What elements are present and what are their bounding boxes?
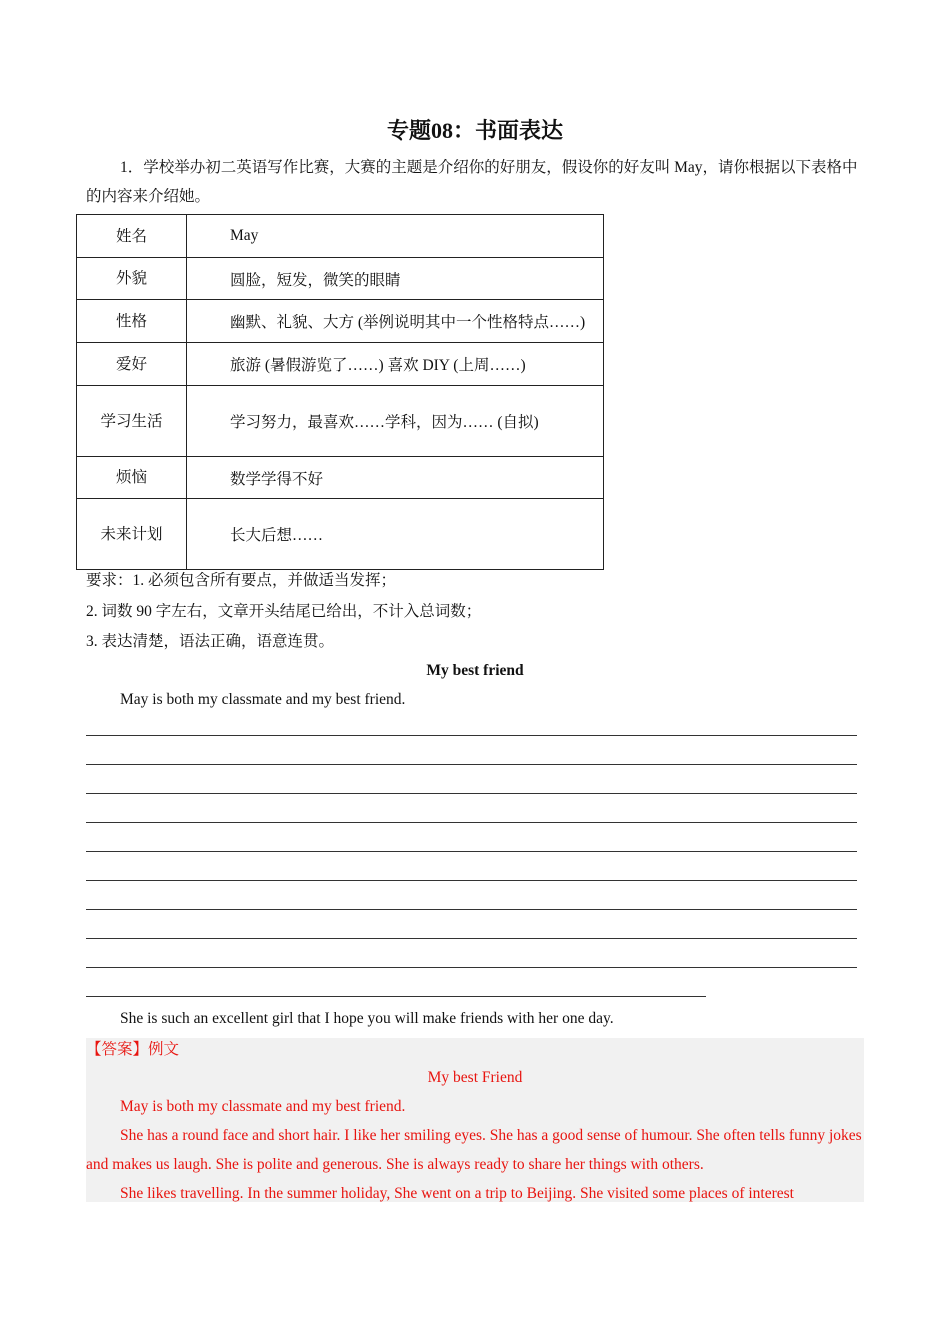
answer-paragraph-2: She has a round face and short hair. I like her smiling eyes. She has a good sense of humour. She often tells funny jokes and makes us laugh. She is polite and generous. She is always ready to share her things with others. (86, 1127, 862, 1173)
answer-paragraph-1: May is both my classmate and my best friend. (120, 1098, 406, 1115)
table-row (77, 258, 604, 300)
table-value: 长大后想…… (187, 499, 604, 570)
requirement-2: 2. 词数 90 字左右，文章开头结尾已给出，不计入总词数； (86, 603, 482, 620)
requirement-1: 要求：1. 必须包含所有要点，并做适当发挥； (86, 572, 397, 589)
table-key: 外貌 (77, 258, 187, 300)
writing-line[interactable] (86, 851, 857, 852)
table-value: 圆脸，短发，微笑的眼睛 (187, 258, 604, 300)
writing-line[interactable] (86, 735, 857, 736)
writing-line[interactable] (86, 967, 857, 968)
question-text: 1．学校举办初二英语写作比赛，大赛的主题是介绍你的好朋友，假设你的好友叫 May，请你根据以下表格中的内容来介绍她。 (86, 159, 858, 205)
table-row (77, 215, 604, 258)
table-value: 数学学得不好 (187, 457, 604, 499)
table-value: May (187, 215, 604, 258)
table-value: 旅游 (暑假游览了……) 喜欢 DIY (上周……) (187, 343, 604, 386)
table-row (77, 386, 604, 457)
table-key: 未来计划 (77, 499, 187, 570)
table-key: 姓名 (77, 215, 187, 258)
answer-paragraph-3: She likes travelling. In the summer holiday, She went on a trip to Beijing. She visited some places of interest (120, 1185, 794, 1202)
info-table (76, 214, 604, 570)
table-row (77, 343, 604, 386)
table-row (77, 499, 604, 570)
table-row (77, 457, 604, 499)
table-value: 学习努力，最喜欢……学科，因为…… (自拟) (187, 386, 604, 457)
table-row (77, 300, 604, 343)
table-value: 幽默、礼貌、大方 (举例说明其中一个性格特点……) (187, 300, 604, 343)
table-key: 学习生活 (77, 386, 187, 457)
essay-end: She is such an excellent girl that I hope you will make friends with her one day. (120, 1010, 614, 1027)
table-key: 性格 (77, 300, 187, 343)
writing-line[interactable] (86, 996, 706, 997)
essay-title: My best friend (426, 662, 524, 679)
writing-line[interactable] (86, 880, 857, 881)
writing-line[interactable] (86, 909, 857, 910)
writing-line[interactable] (86, 793, 857, 794)
requirement-3: 3. 表达清楚，语法正确，语意连贯。 (86, 633, 335, 650)
answer-title: My best Friend (427, 1069, 523, 1086)
writing-line[interactable] (86, 764, 857, 765)
writing-line[interactable] (86, 938, 857, 939)
writing-line[interactable] (86, 822, 857, 823)
table-key: 爱好 (77, 343, 187, 386)
answer-label: 【答案】例文 (86, 1041, 180, 1058)
essay-start: May is both my classmate and my best friend. (120, 691, 406, 708)
table-key: 烦恼 (77, 457, 187, 499)
page-title: 专题08：书面表达 (386, 118, 563, 143)
